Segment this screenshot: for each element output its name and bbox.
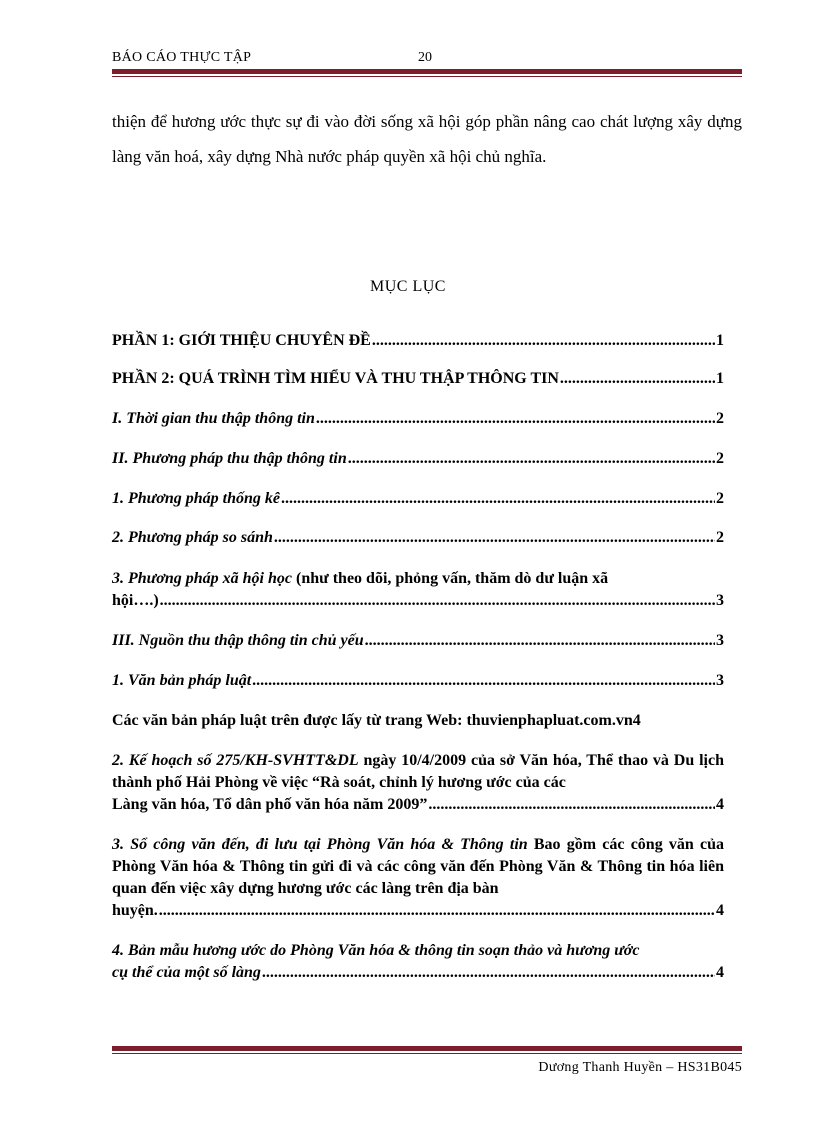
toc-entry-lead: 3. Phương pháp xã hội học [112,570,292,587]
toc-entry-text: 1. Phương pháp thống kê [112,490,280,507]
toc-entry-line-last: huyện. [112,902,158,919]
toc-entry-line-last: cụ thể của một số làng [112,964,261,981]
toc-entry-page: 3 [716,672,724,689]
toc-entry[interactable] [112,750,724,816]
toc-entry[interactable] [112,368,724,390]
toc-entry-text: I. Thời gian thu thập thông tin [112,410,315,427]
toc-entry-page: 3 [716,592,724,609]
toc-entry-text: 1. Văn bản pháp luật [112,672,252,689]
toc-entry[interactable] [112,488,724,510]
toc-entry-page: 2 [716,450,724,467]
toc-entry-lead: 3. Sổ công văn đến, đi lưu tại Phòng Văn hóa & Thông tin [112,836,528,853]
toc-entry-page: 2 [716,529,724,546]
toc-entry-rest: Bao gồm các công văn của Phòng Văn hóa & Thông tin gửi đi và các công văn đến Phòng Văn & Thông tin hóa liên quan đến việc xây dựng hương ước các làng trên địa bàn [112,836,724,897]
header-page-number: 20 [418,50,432,65]
toc-entry[interactable] [112,710,724,732]
toc-entry-rest: (như theo dõi, phỏng vấn, thăm dò dư luận xã [291,570,609,587]
footer-author: Dương Thanh Huyền – HS31B045 [538,1060,742,1075]
toc-entry-page: 1 [716,370,724,387]
toc-entry-text: III. Nguồn thu thập thông tin chủ yếu [112,632,364,649]
intro-paragraph: thiện để hương ước thực sự đi vào đời sống xã hội góp phần nâng cao chát lượng xây dựng làng văn hoá, xây dựng Nhà nước pháp quyền xã hội chủ nghĩa. [112,112,742,166]
toc-entry-page: 1 [716,332,724,349]
toc-entry[interactable] [112,630,724,652]
toc-entry[interactable] [112,330,724,352]
toc-entry-text: II. Phương pháp thu thập thông tin [112,450,347,467]
toc-entry-text: PHẦN 2: QUÁ TRÌNH TÌM HIỂU VÀ THU THẬP THÔNG TIN [112,370,559,387]
toc-entry-line2: hội….) [112,592,159,609]
toc-entry-line-last: Làng văn hóa, Tổ dân phố văn hóa năm 2009” [112,796,428,813]
toc-entry[interactable] [112,527,724,549]
toc-entry[interactable] [112,940,724,984]
toc-entry[interactable] [112,670,724,692]
toc-entry-page: 4 [716,964,724,981]
toc-entry-page: 4 [716,902,724,919]
footer-rule-thin [112,1053,742,1054]
toc-entry-text: Các văn bản pháp luật trên được lấy từ trang Web: thuvienphapluat.com.vn [112,712,633,729]
toc-title: MỤC LỤC [370,278,446,295]
toc-entry-text: 2. Phương pháp so sánh [112,529,273,546]
toc-entry-page: 4 [632,712,641,729]
toc-entry-page: 3 [716,632,724,649]
header-title: BÁO CÁO THỰC TẬP [112,50,252,65]
header-rule [112,69,742,74]
toc-entry[interactable] [112,834,724,922]
toc-entry-page: 4 [716,796,724,813]
toc-entry-lead: 2. Kế hoạch số 275/KH-SVHTT&DL [112,752,359,769]
toc-entry-page: 2 [716,490,724,507]
toc-entry[interactable] [112,448,724,470]
toc-entry-page: 2 [716,410,724,427]
toc-entry-lead: 4. Bản mẫu hương ước do Phòng Văn hóa & thông tin soạn thảo và hương ước [112,942,640,959]
toc-entry-text: PHẦN 1: GIỚI THIỆU CHUYÊN ĐỀ [112,332,371,349]
toc-entry[interactable] [112,568,724,612]
toc-entry-rest: ngày 10/4/2009 của sở Văn hóa, Thể thao và Du lịch thành phố Hải Phòng về việc “Rà soát, chỉnh lý hương ước của các [112,752,725,791]
footer-rule [112,1046,742,1051]
header-rule-thin [112,76,742,77]
toc-entry[interactable] [112,408,724,430]
